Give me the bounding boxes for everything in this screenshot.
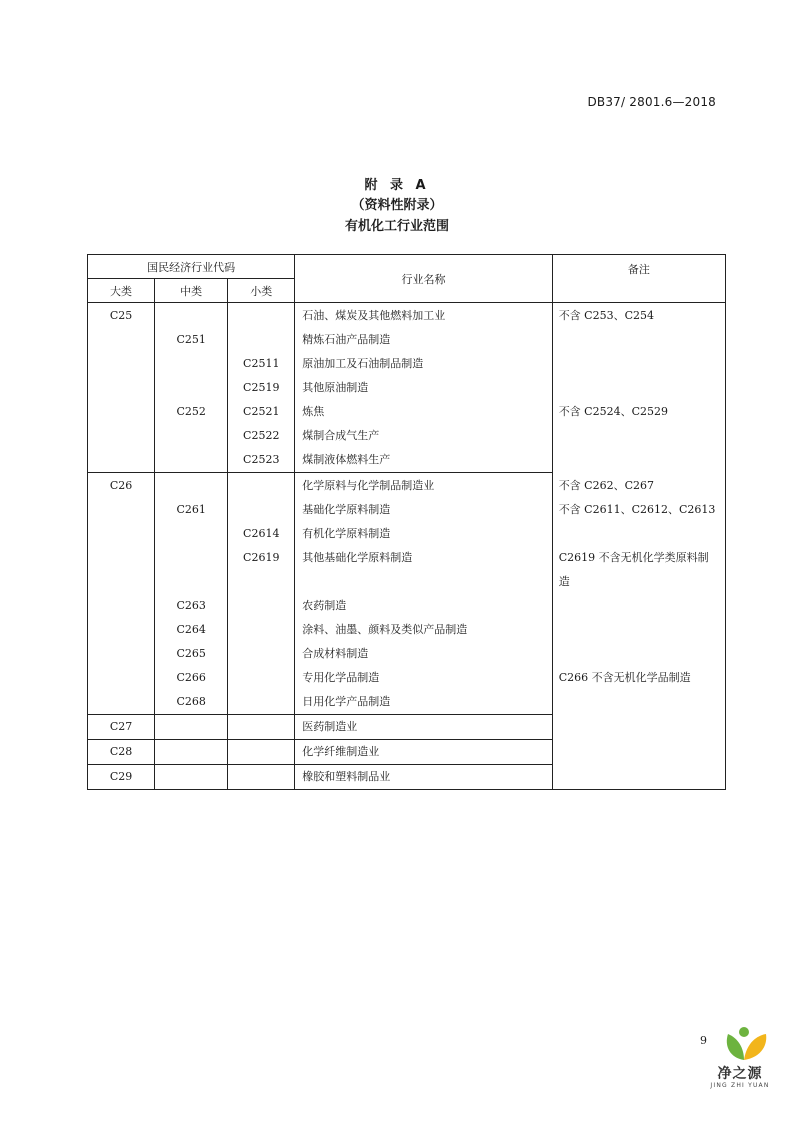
cell-line: 其他基础化学原料制造: [302, 551, 413, 564]
cell-line: 专用化学品制造: [302, 671, 380, 684]
cell-line: [155, 424, 227, 448]
cell-line: C2523: [243, 453, 280, 466]
cell-line: [88, 594, 154, 618]
cell-line: [553, 522, 725, 546]
medium-cell: [155, 303, 228, 473]
cell-line: [553, 424, 725, 448]
cell-line: [228, 642, 294, 666]
cell-line: 精炼石油产品制造: [302, 333, 391, 346]
group-c26: [88, 473, 726, 715]
cell-line: 有机化学原料制造: [302, 527, 391, 540]
cell-line: C268: [176, 695, 206, 708]
minor-cell: [228, 765, 295, 790]
minor-cell: [228, 715, 295, 740]
cell-line: 日用化学产品制造: [302, 695, 391, 708]
cell-line: [228, 474, 294, 498]
cell-line: [553, 448, 725, 472]
minor-cell: [228, 473, 295, 715]
cell-line: C263: [176, 599, 206, 612]
logo-name: 净之源: [717, 1066, 763, 1082]
major-cell: [88, 303, 155, 473]
cell-line: [228, 594, 294, 618]
group-c25: [88, 303, 726, 473]
cell-line: [553, 690, 725, 714]
cell-line: 其他原油制造: [302, 381, 369, 394]
medium-cell: [155, 715, 228, 740]
cell-line: 造: [558, 574, 570, 588]
name-cell: [295, 473, 552, 715]
cell-line: 合成材料制造: [302, 647, 369, 660]
cell-line: C265: [176, 647, 206, 660]
cell-line: C261: [176, 503, 206, 516]
minor-cell: [228, 740, 295, 765]
note-cell: [552, 473, 725, 790]
cell-line: [553, 352, 725, 376]
industry-scope-table: [87, 254, 726, 790]
cell-line: C266 不含无机化学品制造: [558, 670, 691, 684]
cell-line: 不含 C262、C267: [558, 478, 655, 492]
medium-cell: [155, 740, 228, 765]
cell-line: [155, 474, 227, 498]
cell-line: C2614: [243, 527, 280, 540]
name-cell: 橡胶和塑料制品业: [295, 765, 552, 790]
cell-line: [88, 666, 154, 690]
minor-cell: [228, 303, 295, 473]
major-cell: C29: [88, 765, 155, 790]
cell-line: 不含 C253、C254: [558, 309, 655, 322]
cell-line: 涂料、油墨、颜料及类似产品制造: [302, 623, 468, 636]
header-industry-code: 国民经济行业代码: [88, 255, 295, 279]
cell-line: [228, 618, 294, 642]
cell-line: 化学原料与化学制品制造业: [302, 479, 435, 492]
cell-line: [155, 304, 227, 328]
cell-line: C2519: [243, 381, 280, 394]
cell-line: [155, 352, 227, 376]
cell-line: 煤制合成气生产: [302, 429, 380, 442]
cell-line: [553, 642, 725, 666]
cell-line: 煤制液体燃料生产: [302, 453, 391, 466]
cell-line: 炼焦: [302, 405, 325, 418]
cell-line: [88, 690, 154, 714]
cell-line: [155, 546, 227, 570]
name-cell: [295, 303, 552, 473]
cell-line: C251: [176, 333, 206, 346]
cell-line: [228, 690, 294, 714]
cell-line: [228, 498, 294, 522]
cell-line: [228, 304, 294, 328]
medium-cell: [155, 473, 228, 715]
document-code: DB37/ 2801.6—2018: [587, 95, 716, 109]
appendix-subtitle: （资料性附录）: [351, 198, 443, 213]
appendix-title: 附 录 A: [364, 178, 430, 193]
leaf-logo-icon: [716, 1024, 772, 1064]
note-cell: [552, 303, 725, 473]
cell-line: 农药制造: [302, 599, 347, 612]
appendix-caption: 有机化工行业范围: [344, 219, 449, 234]
cell-line: [228, 328, 294, 352]
cell-line: C26: [109, 479, 133, 492]
header-industry-name: 行业名称: [295, 255, 552, 303]
cell-line: C2522: [243, 429, 280, 442]
name-cell: 化学纤维制造业: [295, 740, 552, 765]
cell-line: [88, 546, 154, 570]
cell-line: C2511: [243, 357, 280, 370]
header-medium: 中类: [155, 279, 228, 303]
name-cell: 医药制造业: [295, 715, 552, 740]
cell-line: 基础化学原料制造: [302, 503, 391, 516]
cell-line: [155, 448, 227, 472]
cell-line: [88, 376, 154, 400]
cell-line: [155, 522, 227, 546]
cell-line: [295, 570, 551, 594]
header-minor: 小类: [228, 279, 295, 303]
cell-line: [553, 376, 725, 400]
cell-line: [228, 666, 294, 690]
cell-line: [155, 570, 227, 594]
cell-line: [228, 570, 294, 594]
header-note: 备注: [552, 255, 725, 303]
cell-line: [88, 424, 154, 448]
cell-line: [155, 376, 227, 400]
cell-line: 不含 C2524、C2529: [558, 405, 669, 418]
logo-subtitle: JING ZHI YUAN: [710, 1082, 770, 1089]
cell-line: C2619 不含无机化学类原料制: [558, 550, 709, 564]
cell-line: C2619: [243, 551, 280, 564]
major-cell: C28: [88, 740, 155, 765]
cell-line: C264: [176, 623, 206, 636]
cell-line: [553, 594, 725, 618]
cell-line: [88, 618, 154, 642]
header-major: 大类: [88, 279, 155, 303]
cell-line: [553, 328, 725, 352]
page-number: 9: [700, 1034, 707, 1047]
major-cell: [88, 473, 155, 715]
cell-line: C266: [176, 671, 206, 684]
cell-line: 石油、煤炭及其他燃料加工业: [302, 309, 446, 322]
cell-line: [88, 448, 154, 472]
cell-line: [88, 352, 154, 376]
medium-cell: [155, 765, 228, 790]
major-cell: C27: [88, 715, 155, 740]
cell-line: [88, 328, 154, 352]
cell-line: 不含 C2611、C2612、C2613: [558, 502, 716, 516]
cell-line: [88, 400, 154, 424]
cell-line: C25: [109, 309, 133, 322]
cell-line: [88, 570, 154, 594]
cell-line: C252: [176, 405, 206, 418]
cell-line: [88, 498, 154, 522]
cell-line: [88, 522, 154, 546]
cell-line: 原油加工及石油制品制造: [302, 357, 424, 370]
cell-line: [553, 618, 725, 642]
cell-line: C2521: [243, 405, 280, 418]
cell-line: [88, 642, 154, 666]
